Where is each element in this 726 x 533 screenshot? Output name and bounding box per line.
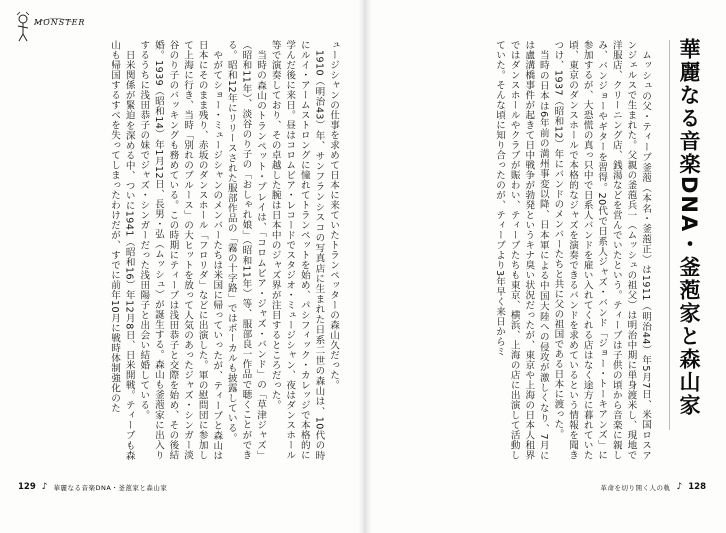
monster-logo <box>14 10 86 44</box>
left-paragraph: 当時の森山のトランペット・プレイは、「コロムビア・ジャズ・バンド」の「草津ジャズ」（昭和11年）、淡谷のり子の「おしゃれ娘」（昭和11年）等、服部良一作品で聴くことができる。昭和12年にリリースされた服部作品の「霧の十字路」ではボーカルも披露している。 <box>225 40 267 460</box>
right-body-text <box>388 40 652 460</box>
right-paragraph: 当時の日本は6年前の満州事変以降、日本軍による中国大陸への侵攻が激しくなり、7月には盧溝橋事件が起きて日中戦争が勃発というキナ臭い状況だったが、東京や上海の日本人租界ではダンスホールやクラブが賑わい、ティーブたちも東京、横浜、上海の店に出演して活動していた。そんな頃に知り合ったのが、ティーブより3年早く来日からミ <box>494 40 549 460</box>
logo-text: MONSTER <box>34 18 86 27</box>
title-divider <box>669 40 670 430</box>
right-footer <box>601 478 707 496</box>
left-paragraph: やがてショー・ミュージシャンのメンバーたちは米国に帰っていったが、ティーブと森山は日本にそのまま残り、赤坂のダンスホール「フロリダ」などに出演した。軍の慰問団に参加して上海に行き、当時「別れのブルース」の大ヒットを放って人気のあったジャズ・シンガー淡谷のり子のバッキングも務めている。この時期にティーブは浅田恭子と交際を始め、その後結婚。1939（昭和14）年1月12日、長男・弘（ムッシュ）が誕生する。森山も釜萢家に出入りするうちに浅田恭子の妹でジャズ・シンガーだった浅田陽子と出会い結婚している。 <box>138 40 223 460</box>
left-paragraph: ュージシャンの仕事を求めて日本に来ていたトランペッターの森山久だった。 <box>328 40 339 390</box>
running-head-left: 華麗なる音楽DNA・釜萢家と森山家 <box>53 483 168 492</box>
running-head-right: 革命を切り開く人の軌 <box>600 483 671 492</box>
chapter-title: 華麗なる音楽DNA・釜萢家と森山家 <box>677 38 701 418</box>
music-note-icon: ♪ <box>41 482 48 492</box>
right-paragraph: ムッシュの父・ティーブ釜萢（本名・釜萢正）は1911（明治44）年5月7日、米国ロスアンジェルスで生まれた。父親の釜萢兵一（ムッシュの祖父）は明治中期に単身渡米し、現地で洋服店、クリーニング店、銭湯などを営んでいたという。ティーブは子供の頃から音楽に親しみ、バンジョーやギターを習得。20代で日系人ジャズ・バンド「ジョー・トーキアンズ」に参加するが、大恐慌の真っ只中で日系人バンドを雇い入れてくれる店はなく途方に暮れていた頃、東京のダンスホールで本格的なジャズを演奏できるバンドを求めているという情報を聞きつけ、1937（昭和12）年にバンドのメンバーたちと共に父の祖国である日本に渡った。 <box>552 40 651 460</box>
page-number-right: 128 <box>688 482 706 492</box>
left-footer <box>18 478 167 496</box>
left-paragraph: 1910（明治43）年、サンフランシスコの写真店に生まれた日系二世の森山は、10代の時にルイ・アームストロングに憧れてトランペットを始め、パシフィック・カレッジで本格的に学んだ後に来日。昼はコロムビア・レコードでスタジオ・ミュージシャン、夜はダンスホール等で演奏しており、その卓越した腕は日本中のジャズ界が注目するところだった。 <box>269 40 325 460</box>
right-page <box>372 0 726 533</box>
left-page <box>0 0 358 533</box>
left-paragraph: 日米関係が緊迫を深める中、ついに1941（昭和16）年12月8日、日米開戦。ティーブも森山も帰国するすべを失ってしまったわけだが、すでに前年10月に戦時体制強化のた <box>109 40 135 460</box>
left-body-text <box>18 40 340 460</box>
page-number-left: 129 <box>18 482 36 492</box>
book-gutter <box>358 0 372 533</box>
music-note-icon: ♪ <box>676 482 683 492</box>
sketch-figure-icon <box>14 10 74 44</box>
